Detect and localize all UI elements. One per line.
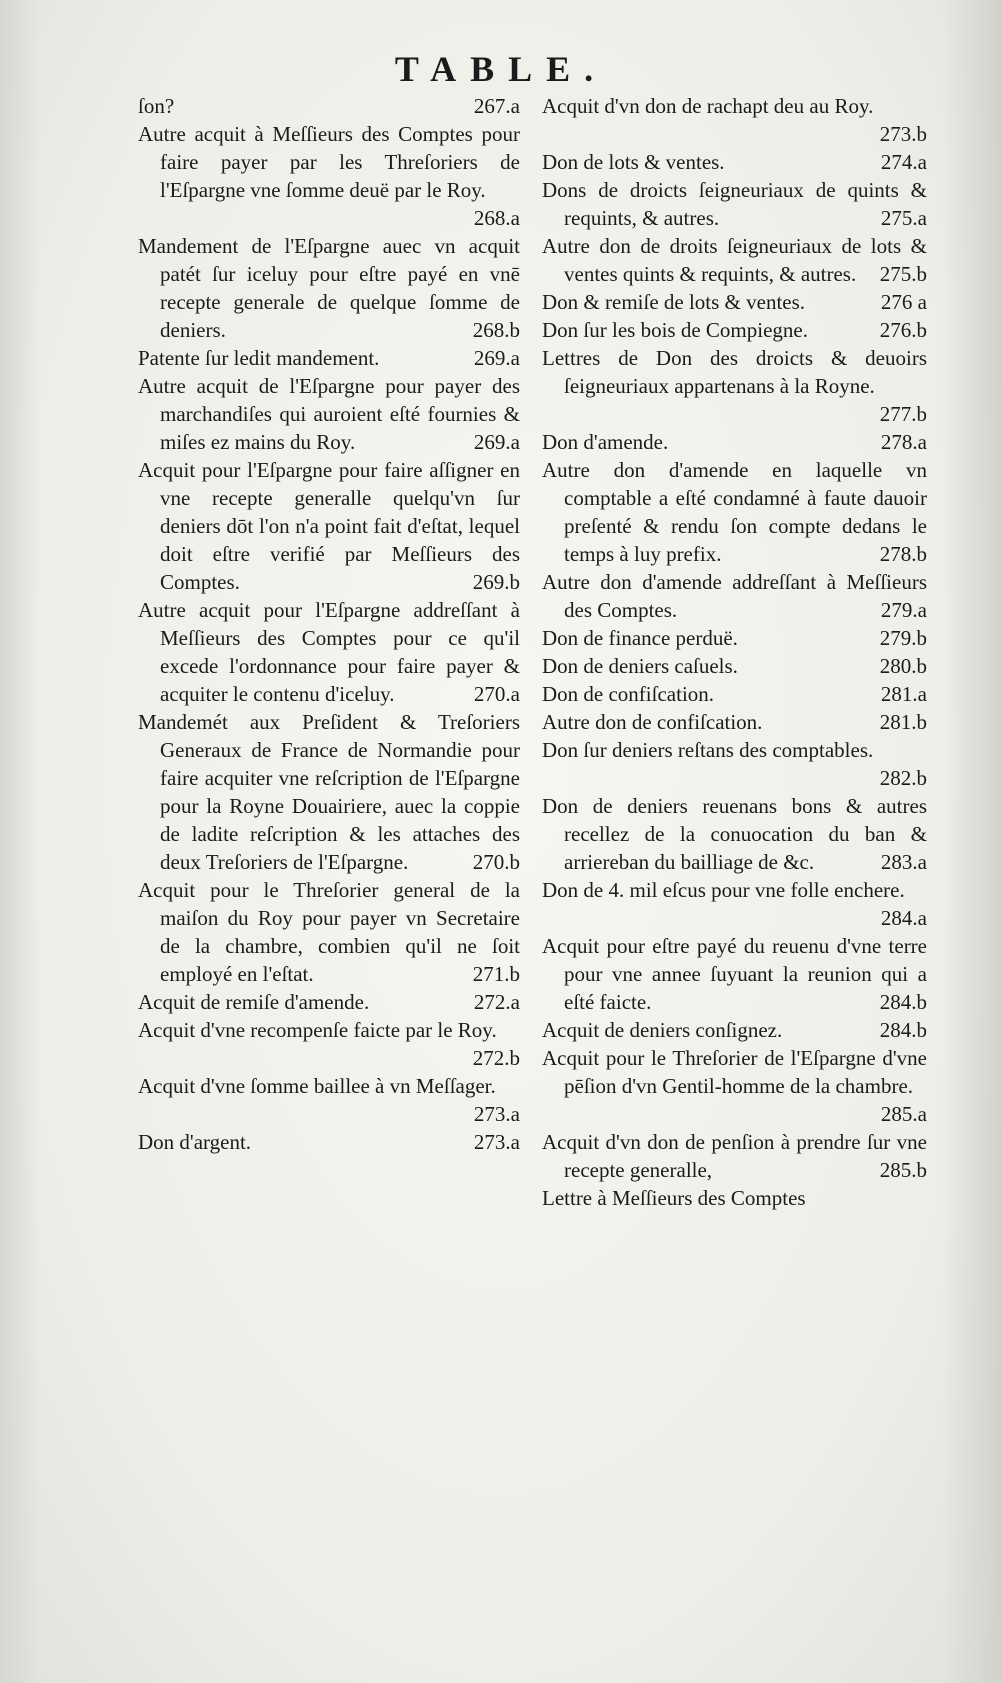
entry-text: Don de finance perduë. <box>542 626 738 650</box>
index-entry <box>542 288 927 316</box>
entry-text: Acquit pour l'Eſpargne pour faire aſſigner en vne recepte generalle quelqu'vn ſur deniers dōt l'on n'a point fait d'eſtat, lequel doit eſtre verifié par Meſſieurs des Comptes. <box>138 458 520 594</box>
index-entry <box>138 876 520 988</box>
page-reference: 278.b <box>879 542 927 566</box>
index-entry <box>542 1044 927 1128</box>
index-entry <box>138 92 520 120</box>
index-entry <box>542 624 927 652</box>
entry-text: Acquit pour eſtre payé du reuenu d'vne terre pour vne annee ſuyuant la reunion qui a eſté faicte. <box>542 934 927 1014</box>
entry-text: Don de deniers reuenans bons & autres recellez de la conuocation du ban & arriereban du bailliage de &c. <box>542 794 927 874</box>
entry-text: Don d'amende. <box>542 430 669 454</box>
index-entry <box>542 1184 927 1212</box>
page-reference: 269.b <box>472 570 520 594</box>
index-entry <box>138 1072 520 1128</box>
page-reference: 270.b <box>472 850 520 874</box>
index-entry <box>542 736 927 792</box>
index-entry <box>542 652 927 680</box>
index-entry <box>542 708 927 736</box>
page-reference: 276.b <box>879 318 927 342</box>
page-reference: 279.a <box>880 598 927 622</box>
entry-text: Dons de droicts ſeigneuriaux de quints & requints, & autres. <box>542 178 927 230</box>
entry-text: Don de lots & ventes. <box>542 150 725 174</box>
index-entry <box>138 372 520 456</box>
page-reference: 281.a <box>880 682 927 706</box>
page-reference: 275.b <box>879 262 927 286</box>
page-reference: 272.b <box>472 1046 520 1070</box>
entry-text: Acquit d'vne ſomme baillee à vn Meſſager. <box>138 1074 496 1098</box>
page-reference: 273.a <box>473 1102 520 1126</box>
entry-text: Don ſur deniers reſtans des comptables. <box>542 738 874 762</box>
entry-text: Lettres de Don des droicts & deuoirs ſeigneuriaux appartenans à la Royne. <box>542 346 927 398</box>
index-entry <box>542 232 927 288</box>
entry-text: Autre don d'amende addreſſant à Meſſieurs des Comptes. <box>542 570 927 622</box>
index-entry <box>138 120 520 232</box>
index-entry <box>542 792 927 876</box>
page-reference: 280.b <box>879 654 927 678</box>
index-entry <box>542 344 927 428</box>
index-entry <box>138 1128 520 1156</box>
index-entry <box>542 932 927 1016</box>
page-reference: 282.b <box>879 766 927 790</box>
index-entry <box>542 148 927 176</box>
index-entry <box>542 316 927 344</box>
page-reference: 279.b <box>879 626 927 650</box>
index-entry <box>542 568 927 624</box>
page-reference: 271.b <box>472 962 520 986</box>
page-reference: 285.b <box>879 1158 927 1182</box>
entry-text: Acquit pour le Threſorier de l'Eſpargne d'vne pēſion d'vn Gentil-homme de la chambre. <box>542 1046 927 1098</box>
page-reference: 277.b <box>879 402 927 426</box>
entry-text: ſon? <box>138 94 175 118</box>
entry-text: Don & remiſe de lots & ventes. <box>542 290 806 314</box>
page-reference: 285.a <box>880 1102 927 1126</box>
index-entry <box>542 176 927 232</box>
index-entry <box>138 988 520 1016</box>
entry-text: Acquit d'vn don de rachapt deu au Roy. <box>542 94 874 118</box>
page-reference: 284.a <box>880 906 927 930</box>
index-entry <box>542 1128 927 1184</box>
index-entry <box>138 344 520 372</box>
entry-text: Autre don d'amende en laquelle vn comptable a eſté condamné à faute dauoir preſenté & rendu ſon compte dedans le temps à luy prefix. <box>542 458 927 566</box>
index-entry <box>138 1016 520 1072</box>
page-reference: 274.a <box>880 150 927 174</box>
entry-text: Autre don de droits ſeigneuriaux de lots & ventes quints & requints, & autres. <box>542 234 927 286</box>
entry-text: Mandemét aux Preſident & Treſoriers Generaux de France de Normandie pour faire acquiter vne reſcription de l'Eſpargne pour la Royne Douairiere, auec la coppie de ladite reſcription & les attaches des deux Treſoriers de l'Eſpargne. <box>138 710 520 874</box>
page-reference: 276 a <box>880 290 927 314</box>
page-reference: 284.b <box>879 990 927 1014</box>
page-reference: 270.a <box>473 682 520 706</box>
page-reference: 281.b <box>879 710 927 734</box>
page-reference: 284.b <box>879 1018 927 1042</box>
right-column <box>542 92 927 1212</box>
entry-text: Acquit d'vn don de penſion à prendre ſur vne recepte generalle, <box>542 1130 927 1182</box>
entry-text: Don de confiſcation. <box>542 682 715 706</box>
index-entry <box>542 92 927 148</box>
index-entry <box>542 1016 927 1044</box>
page-shadow-right <box>942 0 1002 1683</box>
page-reference: 272.a <box>473 990 520 1014</box>
page-reference: 269.a <box>473 346 520 370</box>
entry-text: Don ſur les bois de Compiegne. <box>542 318 808 342</box>
entry-text: Acquit de remiſe d'amende. <box>138 990 370 1014</box>
page-shadow-left <box>0 0 40 1683</box>
index-entry <box>542 428 927 456</box>
page-reference: 269.a <box>473 430 520 454</box>
page-reference: 278.a <box>880 430 927 454</box>
index-entry <box>542 456 927 568</box>
page-title: TABLE. <box>394 49 608 89</box>
index-entry <box>542 680 927 708</box>
entry-text: Autre don de confiſcation. <box>542 710 763 734</box>
page-reference: 275.a <box>880 206 927 230</box>
entry-text: Acquit pour le Threſorier general de la maiſon du Roy pour payer vn Secretaire de la chambre, combien qu'il ne ſoit employé en l'eſtat. <box>138 878 520 986</box>
page-reference: 268.b <box>472 318 520 342</box>
entry-text: Autre acquit de l'Eſpargne pour payer des marchandiſes qui auroient eſté fournies & miſes ez mains du Roy. <box>138 374 520 454</box>
entry-text: Don de deniers caſuels. <box>542 654 738 678</box>
entry-text: Mandement de l'Eſpargne auec vn acquit patét ſur iceluy pour eſtre payé en vnē recepte generale de quelque ſomme de deniers. <box>138 234 520 342</box>
entry-text: Autre acquit pour l'Eſpargne addreſſant à Meſſieurs des Comptes pour ce qu'il excede l'ordonnance pour faire payer & acquiter le contenu d'iceluy. <box>138 598 520 706</box>
entry-text: Lettre à Meſſieurs des Comptes <box>542 1186 806 1210</box>
page-reference: 268.a <box>473 206 520 230</box>
index-entry <box>542 876 927 932</box>
entry-text: Patente ſur ledit mandement. <box>138 346 380 370</box>
entry-text: Don d'argent. <box>138 1130 252 1154</box>
left-column <box>138 92 520 1156</box>
index-entry <box>138 708 520 876</box>
index-entry <box>138 232 520 344</box>
page-reference: 283.a <box>880 850 927 874</box>
page-reference: 273.b <box>879 122 927 146</box>
entry-text: Acquit d'vne recompenſe faicte par le Roy. <box>138 1018 497 1042</box>
entry-text: Don de 4. mil eſcus pour vne folle enchere. <box>542 878 905 902</box>
index-entry <box>138 596 520 708</box>
entry-text: Acquit de deniers conſignez. <box>542 1018 783 1042</box>
page-reference: 267.a <box>473 94 520 118</box>
entry-text: Autre acquit à Meſſieurs des Comptes pour faire payer par les Threſoriers de l'Eſpargne vne ſomme deuë par le Roy. <box>138 122 520 202</box>
page-reference: 273.a <box>473 1130 520 1154</box>
index-entry <box>138 456 520 596</box>
